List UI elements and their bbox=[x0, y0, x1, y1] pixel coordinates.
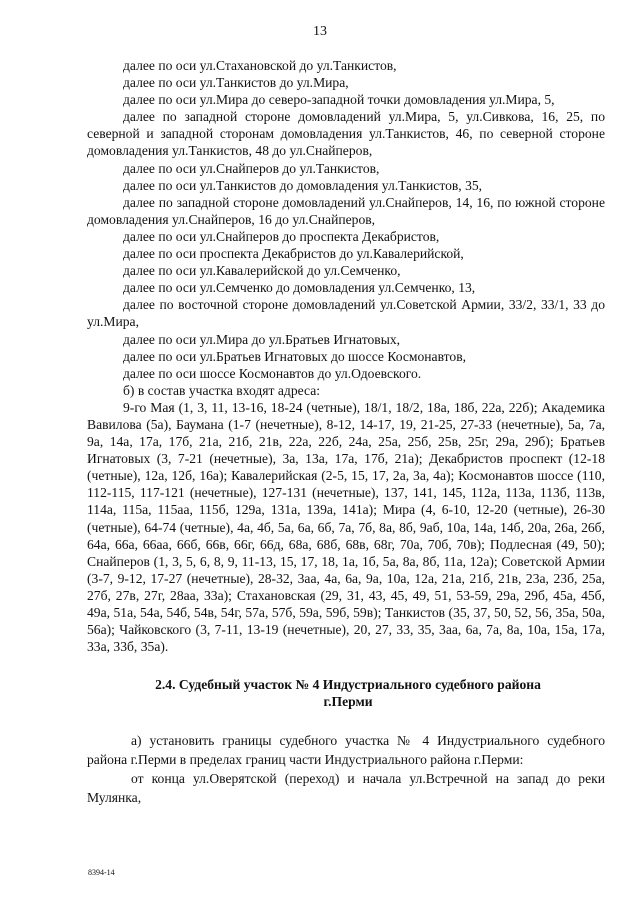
addresses-intro: б) в состав участка входят адреса: bbox=[123, 382, 321, 398]
section-a-route: от конца ул.Оверятской (переход) и начала ул.Встречной на запад до реки Мулянка, bbox=[87, 771, 605, 806]
route-line: далее по оси шоссе Космонавтов до ул.Одоевского. bbox=[123, 365, 422, 381]
route-line: далее по западной стороне домовладений ул.Мира, 5, ул.Сивкова, 16, 25, по северной и западной сторонам домовладения ул.Танкистов, 46, по северной стороне домовладения ул.Танкистов, 48 до ул.Снайперов, bbox=[87, 109, 605, 159]
route-line: далее по оси ул.Братьев Игнатовых до шоссе Космонавтов, bbox=[123, 348, 467, 364]
section-heading-line: г.Перми bbox=[323, 694, 373, 710]
section-heading-line: 2.4. Судебный участок № 4 Индустриального судебного района bbox=[155, 677, 541, 693]
route-line: далее по оси ул.Семченко до домовладения ул.Семченко, 13, bbox=[123, 280, 476, 296]
route-line: далее по оси проспекта Декабристов до ул.Кавалерийской, bbox=[123, 246, 464, 262]
route-line: далее по оси ул.Стахановской до ул.Танкистов, bbox=[123, 58, 397, 73]
section-heading bbox=[87, 676, 605, 710]
route-line: далее по оси ул.Танкистов до ул.Мира, bbox=[123, 75, 349, 91]
addresses-list: 9-го Мая (1, 3, 11, 13-16, 18-24 (четные), 18/1, 18/2, 18а, 18б, 22а, 22б); Академика Вавилова (5а), Баумана (1-7 (нечетные), 8-12, 14-17, 19, 21-25, 27-33 (нечетные), 5а, 7а, 9а, 14а, 17а, 17б, 21а, 21б, 21в, 22а, 22б, 24а, 25а, 25б, 25в, 25г, 29а, 29б); Братьев Игнатовых (3, 7-21 (нечетные), 3а, 13а, 17а, 17б, 21а); Декабристов проспект (12-18 (четные), 12а, 12б, 16а); Кавалерийская (2-5, 15, 17, 2а, 3а, 4а); Космонавтов шоссе (110, 112-115, 117-121 (нечетные), 127-131 (нечетные), 137, 141, 145, 112а, 113а, 113б, 113в, 114а, 115а, 115аа, 115б, 129а, 131а, 139а, 141а); Мира (4, 6-10, 12-20 (четные), 26-30 (четные), 64-74 (четные), 4а, 4б, 5а, 6а, 6б, 7а, 7б, 8а, 8б, 9аб, 10а, 14а, 14б, 20а, 26а, 26б, 64а, 66а, 66аа, 66б, 66в, 66г, 66д, 68а, 68б, 68в, 68г, 70а, 70б, 70в); Подлесная (49, 50); Снайперов (1, 3, 5, 6, 8, 9, 11-13, 15, 17, 18, 1а, 1б, 5а, 8а, 8б, 11а, 12а); Советской Армии (3-7, 9-12, 17-27 (нечетные), 28-32, 3аа, 4а, 6а, 9а, 10а, 12а, 21а, 21б, 21в, 23а, 23б, 25а, 27б, 27в, 27г, 28аа, 33а); Стахановская (29, 31, 43, 45, 49, 51, 53-59, 29а, 29б, 45а, 45б, 49а, 51а, 54а, 54б, 54в, 54г, 57а, 57б, 59а, 59б, 59в); Танкистов (35, 37, 50, 52, 56, 35а, 50а, 56а); Чайковского (3, 7-11, 13-19 (нечетные), 20, 27, 33, 35, 3аа, 6а, 7а, 8а, 10а, 15а, 17а, 33а, 33б, 35а). bbox=[87, 399, 605, 655]
route-line: далее по западной стороне домовладений ул.Снайперов, 14, 16, по южной стороне домовладения ул.Снайперов, 16 до ул.Снайперов, bbox=[87, 194, 605, 227]
route-line: далее по оси ул.Снайперов до ул.Танкистов, bbox=[123, 160, 380, 176]
route-line: далее по оси ул.Снайперов до проспекта Декабристов, bbox=[123, 228, 440, 244]
route-line: далее по восточной стороне домовладений ул.Советской Армии, 33/2, 33/1, 33 до ул.Мира, bbox=[87, 297, 605, 330]
document-body bbox=[87, 57, 605, 807]
page-number: 13 bbox=[313, 24, 327, 39]
section-a-paragraph: а) установить границы судебного участка № 4 Индустриального судебного района г.Перми в пределах границ части Индустриального района г.Перми: bbox=[87, 733, 605, 768]
route-line: далее по оси ул.Мира до ул.Братьев Игнатовых, bbox=[123, 331, 401, 347]
route-line: далее по оси ул.Танкистов до домовладения ул.Танкистов, 35, bbox=[123, 177, 483, 193]
route-line: далее по оси ул.Мира до северо-западной точки домовладения ул.Мира, 5, bbox=[123, 92, 555, 108]
document-code: 8394-14 bbox=[88, 868, 115, 877]
route-line: далее по оси ул.Кавалерийской до ул.Семченко, bbox=[123, 263, 401, 279]
